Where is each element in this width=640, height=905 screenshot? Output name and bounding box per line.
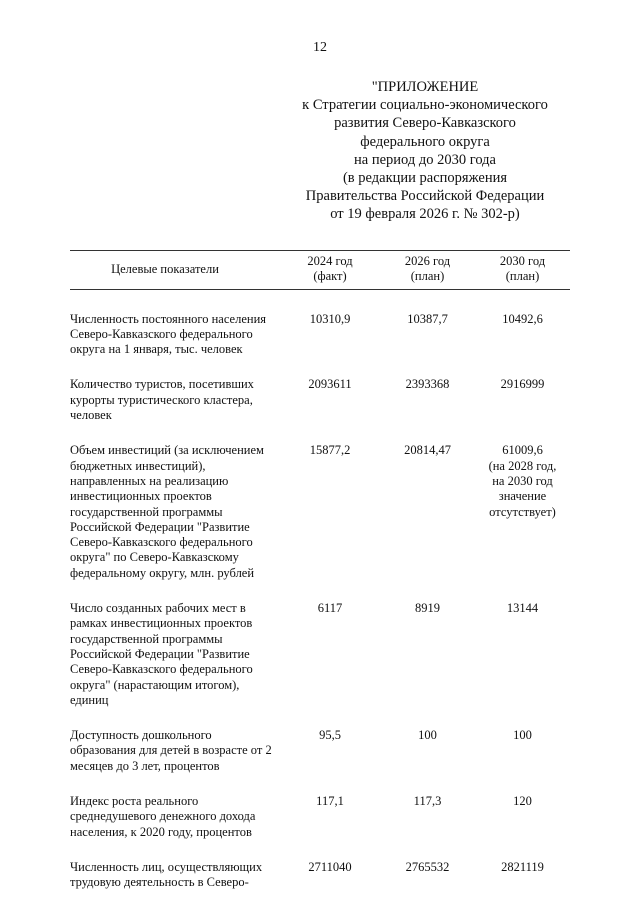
table-row [70, 423, 570, 581]
value-2024: 2711040 [308, 859, 352, 874]
column-header-2024: 2024 год (факт) [280, 251, 380, 290]
header-line: на период до 2030 года [354, 151, 496, 168]
value-2030: 10492,6 [502, 311, 543, 326]
value-2030: 13144 [506, 601, 539, 616]
table-row [70, 581, 570, 708]
value-2026: 2393368 [405, 377, 450, 392]
header-line: федерального округа [360, 133, 490, 150]
indicator-label: Численность лиц, осуществляющих трудовую деятельность в Северо- [70, 859, 263, 890]
value-2030: 100 [513, 728, 532, 743]
column-header-2026: 2026 год (план) [380, 251, 475, 290]
indicator-label: Количество туристов, посетивших курорты туристического кластера, человек [70, 377, 254, 423]
table-body [70, 289, 570, 890]
table-row [70, 708, 570, 774]
header-line: от 19 февраля 2026 г. № 302-р) [330, 206, 520, 223]
value-2030: 2916999 [500, 377, 545, 392]
indicator-label: Объем инвестиций (за исключением бюджетных инвестиций), направленных на реализацию инвестиционных проектов государственной программы Российской Федерации "Развитие Северо-Кавказского федерального округа" по Северо-Кавказскому федеральному округу, млн. рублей [70, 443, 264, 580]
indicator-label: Индекс роста реального среднедушевого денежного дохода населения, к 2020 году, процентов [70, 794, 256, 839]
indicators-table [70, 250, 570, 891]
value-2026: 20814,47 [404, 443, 451, 458]
value-2030: 120 [513, 794, 532, 809]
value-2026: 8919 [415, 601, 440, 616]
table-header-row [70, 251, 570, 290]
value-2030: 61009,6 (на 2028 год, на 2030 год значение отсутствует) [488, 443, 557, 519]
table-row [70, 774, 570, 840]
value-2026: 100 [418, 728, 437, 743]
value-2026: 10387,7 [407, 311, 448, 326]
table-row [70, 357, 570, 423]
value-2024: 95,5 [319, 728, 341, 743]
value-2030: 2821119 [501, 859, 544, 874]
value-2026: 117,3 [413, 794, 442, 809]
value-2026: 2765532 [405, 859, 450, 874]
table-row [70, 289, 570, 357]
header-line: к Стратегии социально-экономического [302, 97, 548, 114]
value-2024: 117,1 [316, 794, 344, 809]
table-row [70, 840, 570, 891]
header-line: (в редакции распоряжения [342, 170, 508, 187]
value-2024: 10310,9 [309, 311, 351, 326]
value-2024: 2093611 [308, 377, 352, 392]
header-line: развития Северо-Кавказского [334, 115, 516, 132]
header-line: Правительства Российской Федерации [305, 188, 545, 205]
page-number: 12 [313, 40, 327, 55]
value-2024: 6117 [317, 601, 343, 616]
indicator-label: Число созданных рабочих мест в рамках инвестиционных проектов государственной программы Российской Федерации "Развитие Северо-Кавказского федерального округа" (нарастающим итогом), единиц [70, 601, 253, 707]
value-2024: 15877,2 [309, 443, 351, 458]
indicator-label: Численность постоянного населения Северо-Кавказского федерального округа на 1 января, тыс. человек [70, 311, 267, 357]
column-header-indicators: Целевые показатели [70, 251, 280, 290]
header-line: "ПРИЛОЖЕНИЕ [371, 79, 479, 95]
column-header-2030: 2030 год (план) [475, 251, 570, 290]
indicator-label: Доступность дошкольного образования для детей в возрасте от 2 месяцев до 3 лет, процентов [70, 728, 272, 773]
